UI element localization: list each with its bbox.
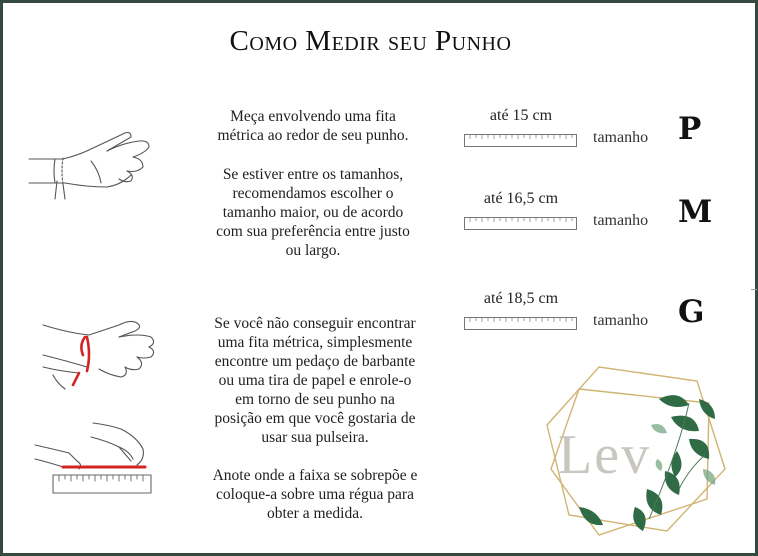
size-letter: P <box>678 111 702 147</box>
tape-measure-icon <box>464 131 578 149</box>
edge-divider <box>751 289 757 290</box>
size-letter: G <box>678 294 705 330</box>
hands-ruler-icon <box>33 419 157 499</box>
brand-name: Lev <box>558 424 652 486</box>
size-label: tamanho <box>593 312 649 329</box>
hand-string-icon <box>39 315 163 391</box>
size-row-p <box>463 107 733 159</box>
size-range: até 15 cm <box>489 107 553 124</box>
tape-measure-icon <box>464 314 578 332</box>
size-label: tamanho <box>593 129 649 146</box>
instruction-string-text: Se você não conseguir encontrar uma fita métrica, simplesmente encontre um pedaço de barbante ou uma tira de papel e enrole-o em torno de seu punho na posição em que você gostaria de usar sua pulseira. <box>214 315 416 446</box>
tape-measure-icon <box>464 214 578 232</box>
size-row-g <box>463 290 733 342</box>
size-label: tamanho <box>593 212 649 229</box>
instruction-between-sizes-text: Se estiver entre os tamanhos, recomendamos escolher o tamanho maior, ou de acordo com sua preferência entre justo ou largo. <box>216 166 410 259</box>
size-row-m <box>463 190 733 242</box>
instruction-measure-text: Meça envolvendo uma fita métrica ao redor de seu punho. <box>217 108 409 144</box>
hand-measuring-icon <box>27 121 162 201</box>
instruction-ruler-text: Anote onde a faixa se sobrepõe e coloque-a sobre uma régua para obter a medida. <box>212 467 418 522</box>
size-letter: M <box>678 194 713 230</box>
size-range: até 16,5 cm <box>483 190 559 207</box>
page-title: Como Medir seu Punho <box>229 25 512 57</box>
size-range: até 18,5 cm <box>483 290 559 307</box>
